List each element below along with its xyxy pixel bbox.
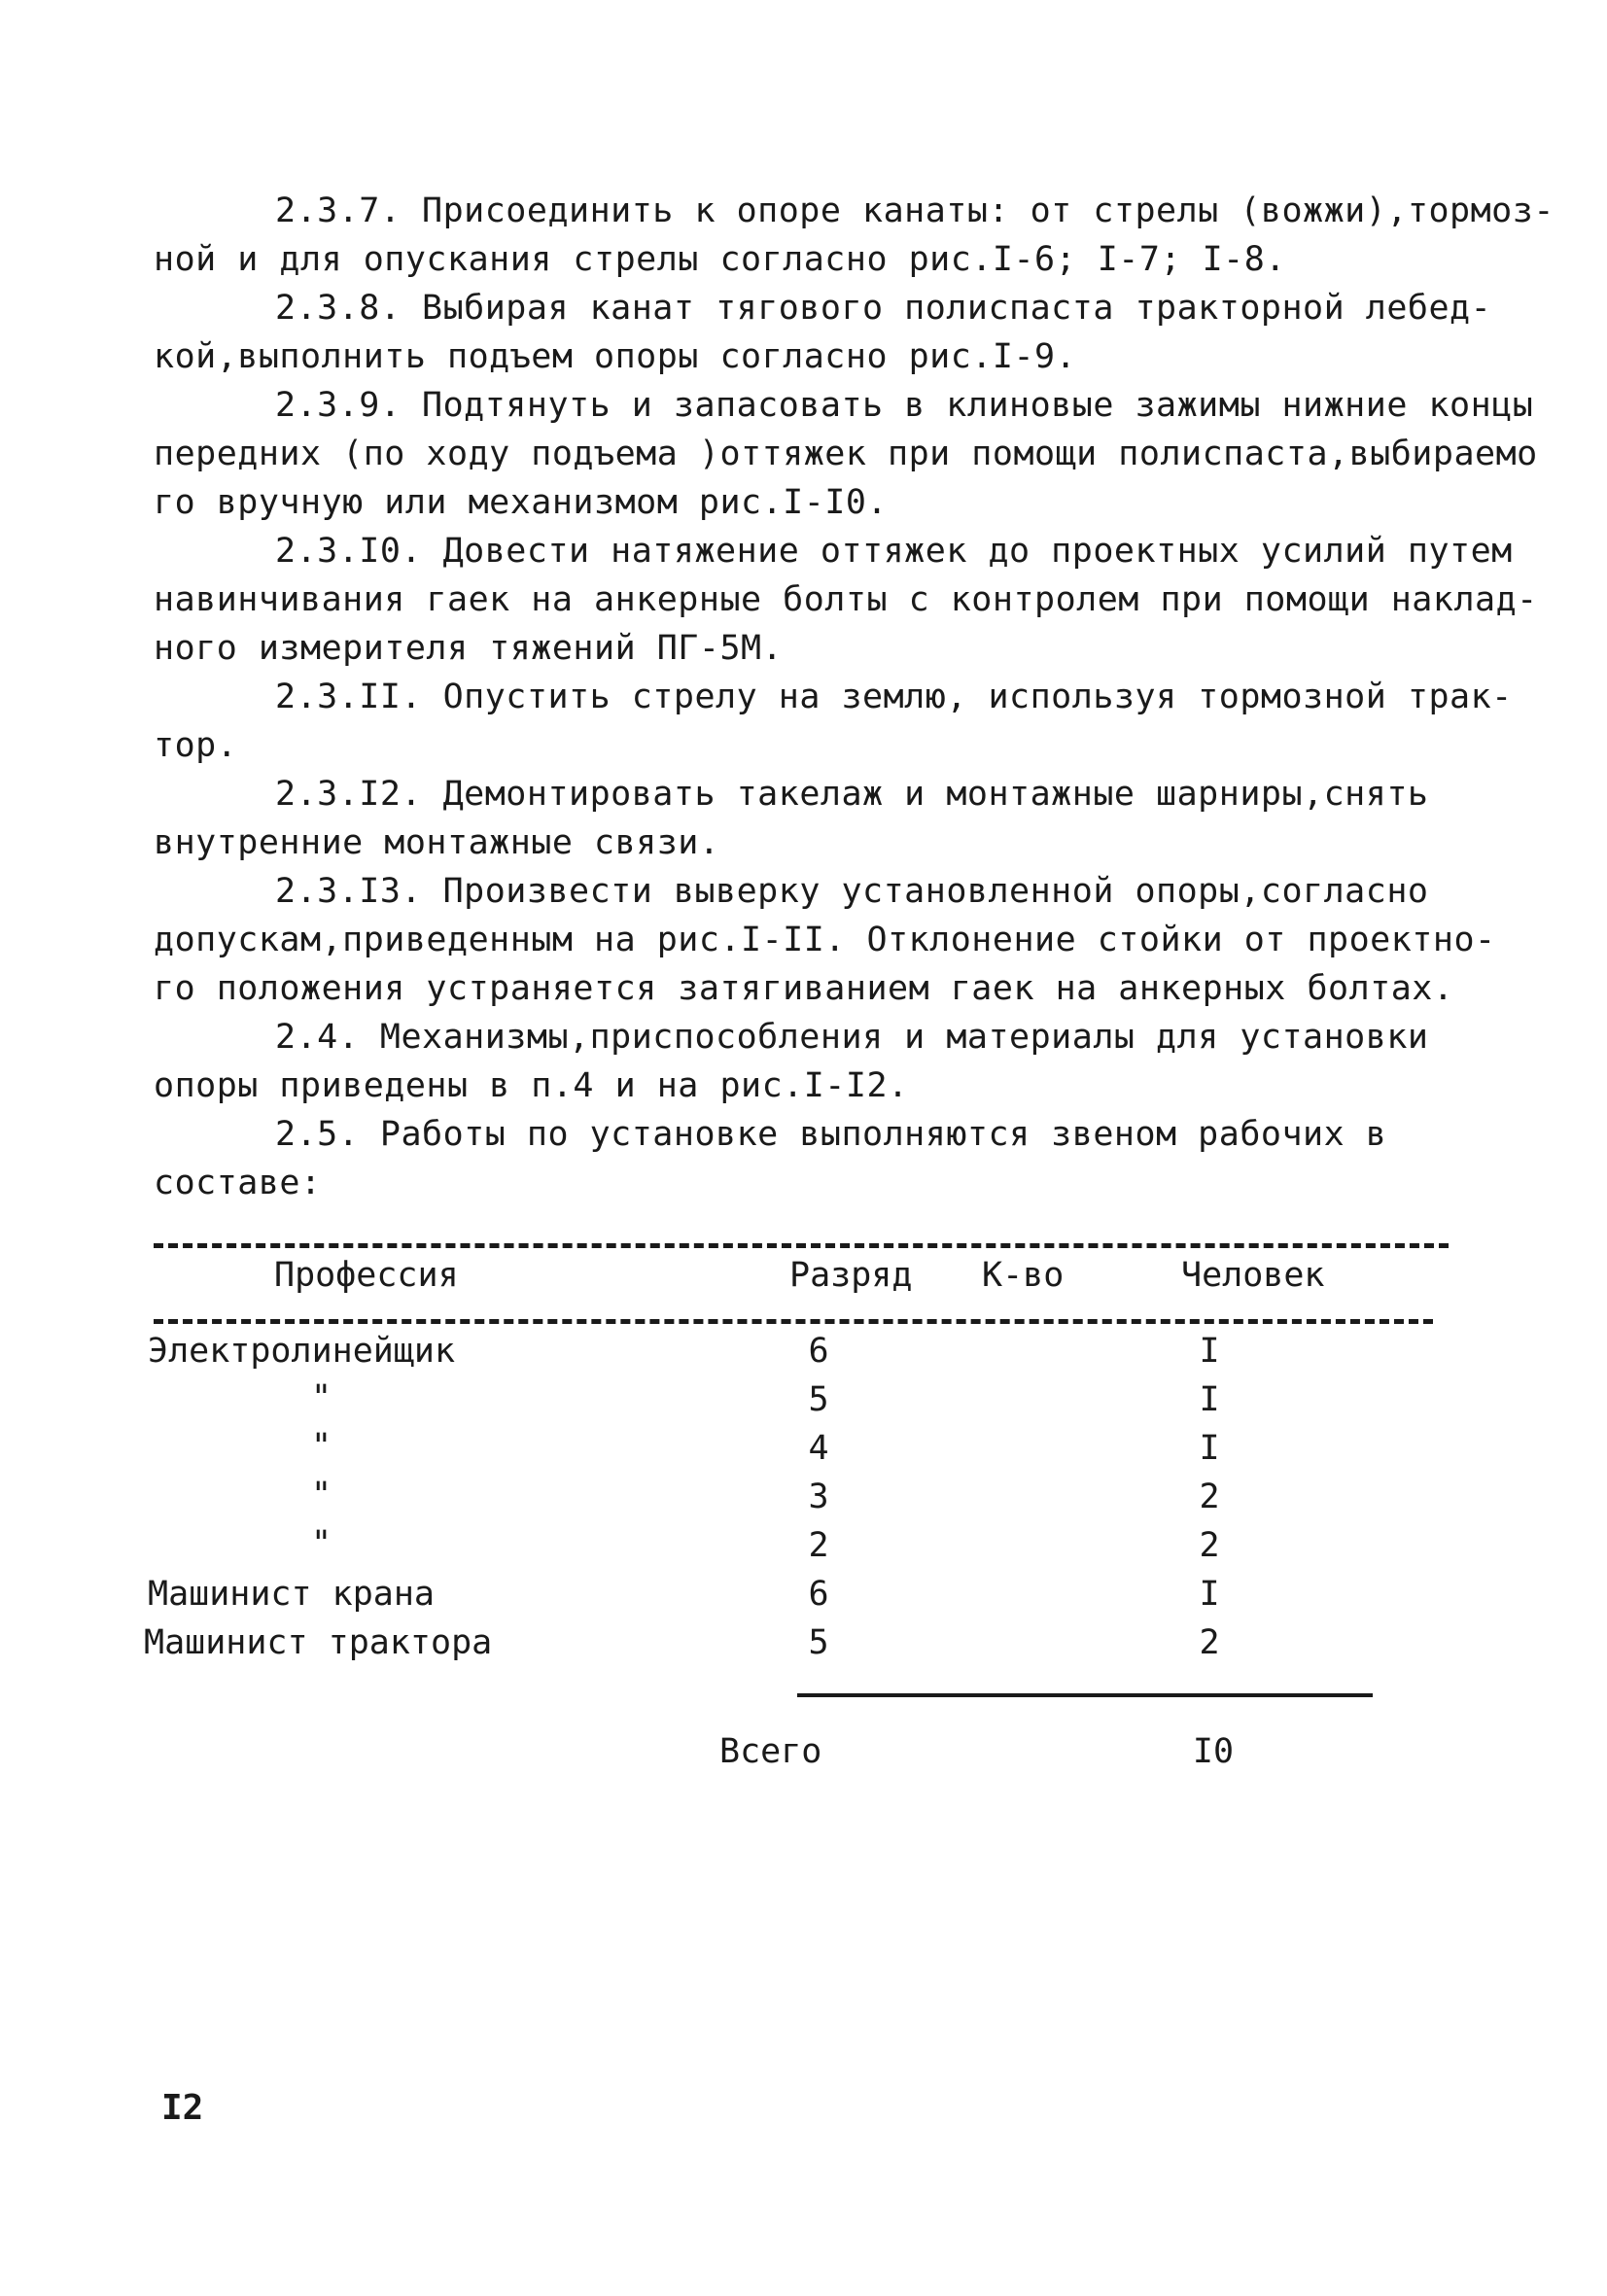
paragraph-line: тор. [154,726,238,765]
paragraph-line: го положения устраняется затягиванием гаек на анкерных болтах. [154,969,1454,1008]
row-persons: I [1199,1380,1220,1419]
paragraph-line: составе: [154,1164,322,1202]
paragraph-line: 2.3.8. Выбирая канат тягового полиспаста тракторной лебед- [275,289,1492,328]
row-profession-ditto: " [311,1524,332,1563]
row-persons: I [1199,1575,1220,1614]
paragraph-line: 2.5. Работы по установке выполняются звеном рабочих в [275,1115,1387,1154]
row-grade: 6 [808,1332,829,1371]
row-persons: I [1199,1429,1220,1468]
paragraph-line: 2.3.7. Присоединить к опоре канаты: от стрелы (вожжи),тормоз- [275,191,1555,230]
row-grade: 2 [808,1526,829,1565]
row-profession-ditto: " [311,1427,332,1466]
paragraph-line: 2.3.9. Подтянуть и запасовать в клиновые зажимы нижние концы [275,386,1534,425]
paragraph-line: 2.3.I3. Произвести выверку установленной опоры,согласно [275,872,1429,911]
paragraph-number: 2.5. [275,1115,360,1154]
row-grade: 4 [808,1429,829,1468]
paragraph-number: 2.3.II. [275,678,423,716]
header-grade: Разряд [789,1256,913,1295]
row-profession-ditto: " [311,1378,332,1417]
paragraph-line: внутренние монтажные связи. [154,823,720,862]
total-value: I0 [1192,1732,1235,1771]
paragraph-2-3-10 [154,527,1538,673]
paragraph-2-4 [154,1013,1476,1110]
row-persons: 2 [1199,1526,1220,1565]
header-count: К-во [982,1256,1065,1295]
paragraph-line: навинчивания гаек на анкерные болты с контролем при помощи наклад- [154,580,1538,619]
paragraph-2-5 [154,1110,1476,1207]
total-label: Всего [719,1732,822,1771]
row-profession: Электролинейщик [148,1332,456,1371]
table-header-rule [154,1319,1433,1324]
paragraph-line: кой,выполнить подъем опоры согласно рис.I-9. [154,337,1077,376]
paragraph-number: 2.3.8. [275,289,402,328]
row-profession: Машинист трактора [144,1623,493,1662]
table-top-rule [154,1243,1449,1248]
row-grade: 5 [808,1380,829,1419]
paragraph-line: 2.3.II. Опустить стрелу на землю, используя тормозной трак- [275,678,1513,716]
paragraph-number: 2.3.I0. [275,532,423,571]
row-grade: 6 [808,1575,829,1614]
paragraph-line: передних (по ходу подъема )оттяжек при помощи полиспаста,выбираемо [154,435,1538,473]
row-persons: 2 [1199,1623,1220,1662]
paragraph-line: допускам,приведенным на рис.I-II. Отклонение стойки от проектно- [154,921,1496,959]
header-profession: Профессия [274,1256,459,1295]
paragraph-line: 2.3.I2. Демонтировать такелаж и монтажные шарниры,снять [275,775,1429,814]
row-persons: I [1199,1332,1220,1371]
paragraph-2-3-9 [154,381,1538,527]
paragraph-2-3-13 [154,867,1496,1013]
paragraph-number: 2.4. [275,1018,360,1057]
paragraph-number: 2.3.I2. [275,775,423,814]
row-grade: 5 [808,1623,829,1662]
paragraph-2-3-8 [154,284,1492,381]
paragraph-2-3-11 [154,673,1513,770]
row-profession-ditto: " [311,1476,332,1514]
row-profession: Машинист крана [148,1575,436,1614]
paragraph-line: ной и для опускания стрелы согласно рис.I-6; I-7; I-8. [154,240,1286,279]
paragraph-line: ного измерителя тяжений ПГ-5М. [154,629,784,668]
row-persons: 2 [1199,1478,1220,1516]
paragraph-line: 2.3.I0. Довести натяжение оттяжек до проектных усилий путем [275,532,1513,571]
paragraph-number: 2.3.9. [275,386,402,425]
page-number: I2 [161,2088,204,2128]
paragraph-2-3-12 [154,770,1476,867]
paragraph-number: 2.3.I3. [275,872,423,911]
paragraph-line: опоры приведены в п.4 и на рис.I-I2. [154,1066,909,1105]
paragraph-line: го вручную или механизмом рис.I-I0. [154,483,889,522]
paragraph-line: 2.4. Механизмы,приспособления и материалы для установки [275,1018,1429,1057]
row-grade: 3 [808,1478,829,1516]
header-persons: Человек [1181,1256,1325,1295]
total-rule [797,1693,1373,1697]
paragraph-2-3-7 [154,187,1555,284]
paragraph-number: 2.3.7. [275,191,402,230]
